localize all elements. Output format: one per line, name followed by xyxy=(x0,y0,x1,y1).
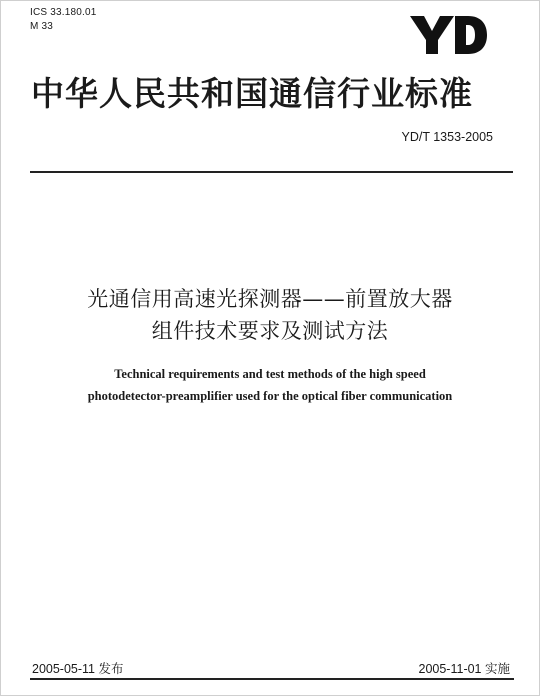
implementation-date: 2005-11-01 实施 xyxy=(418,662,510,676)
standard-number: YD/T 1353-2005 xyxy=(401,130,493,144)
yd-logo xyxy=(408,14,488,56)
bottom-rule xyxy=(30,678,514,680)
title-cn-line2: 组件技术要求及测试方法 xyxy=(151,319,389,343)
title-cn-line1: 光通信用高速光探测器——前置放大器 xyxy=(87,287,453,311)
ics-code: ICS 33.180.01 xyxy=(30,7,97,18)
publication-date: 2005-05-11 发布 xyxy=(32,662,124,676)
ccs-code: M 33 xyxy=(30,21,54,32)
title-en-line2: photodetector-preamplifier used for the optical fiber communication xyxy=(87,389,453,403)
top-rule xyxy=(30,171,513,173)
title-en-line1: Technical requirements and test methods of the high speed xyxy=(114,367,426,381)
standard-heading: 中华人民共和国通信行业标准 xyxy=(31,74,473,113)
